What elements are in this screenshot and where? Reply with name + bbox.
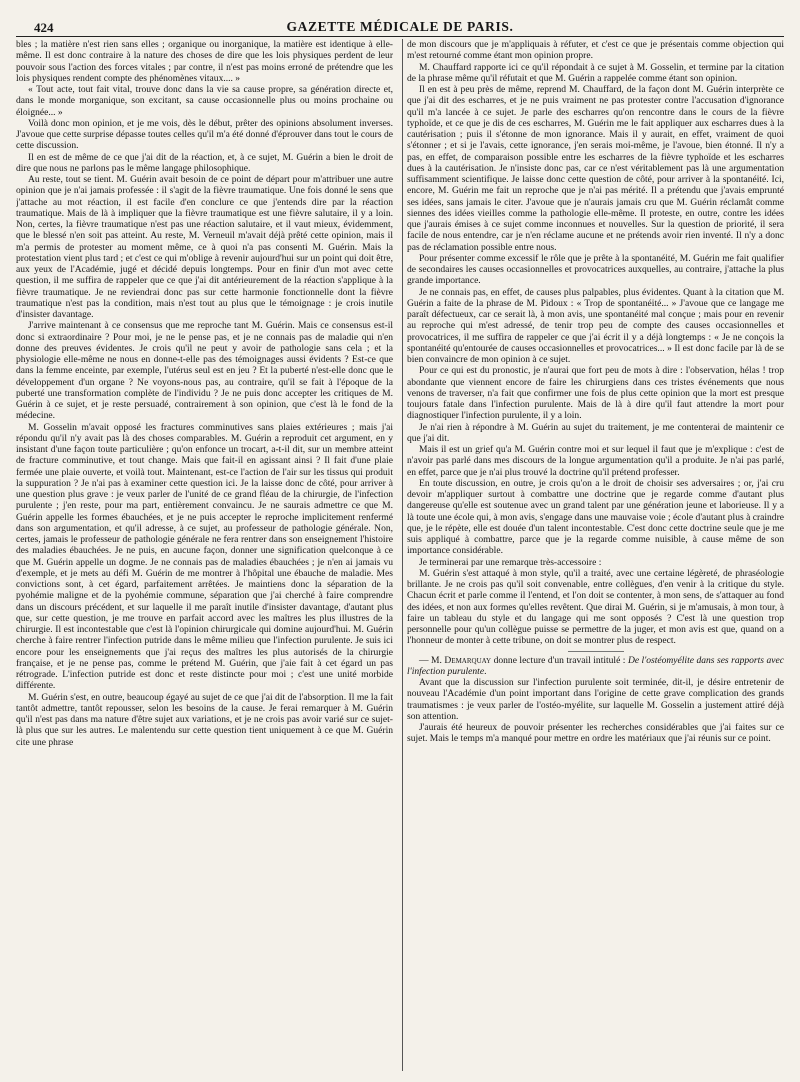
paragraph — [407, 655, 784, 678]
paragraph: M. Guérin s'est attaqué à mon style, qu'il a traité, avec une certaine légèreté, de phraséologie brillante. Je ne crois pas qu'il soit convenable, entre collègues, d'en venir à la critique du style. Chacun écrit et parle comme il l'entend, et l'on doit se contenter, à mon sens, de s'attaquer au fond des idées, et non aux formes qu'elles revêtent. Que dirai M. Guérin, si je m'amusais, à mon tour, à faire un tableau du style et du langage qui me sont opposés ? C'est là une question trop personnelle pour qu'un collègue puisse se permettre de la juger, et mon avis est que, quand on a l'honneur de monter à cette tribune, on doit se montrer plus de respect. — [407, 567, 784, 647]
paragraph: Pour ce qui est du pronostic, je n'aurai que fort peu de mots à dire : l'observation, hélas ! trop abondante que viennent encore de faire les chirurgiens dans ces tristes événements que nous venons de traverser, n'a fait que confirmer une fois de plus cette opinion que la mort est presque toujours fatale dans l'infection purulente. Mais de là à dire qu'il faut attendre la mort pour diagnostiquer l'infection purulente, il y a loin. — [407, 365, 784, 422]
paragraph: Au reste, tout se tient. M. Guérin avait besoin de ce point de départ pour m'attribuer une autre opinion que je n'ai jamais professée : il s'agit de la fièvre traumatique. Une fois donné le sens que j'attache au mot réaction, il est facile d'en conclure ce que j'entends dire par la réaction traumatique. Mais de là à impliquer que la fièvre traumatique est une fièvre salutaire, il y a loin. Non, certes, la fièvre traumatique n'est pas une réaction salutaire, et il vaut mieux, évidemment, que le blessé n'en soit pas atteint. Au reste, M. Verneuil m'avait déjà prêté cette opinion, mais il m'a permis de protester au moment même, ce à quoi n'a pas consenti M. Guérin. Mais la protestation vient plus tard ; et c'est ce qui m'oblige à revenir aujourd'hui sur un point qui doit être, aux yeux de l'Académie, jugé et décidé depuis longtemps. Pour en finir d'un mot avec cette question, il me suffira de rappeler que ce que j'ai dit antérieurement de la réaction s'applique à la fièvre traumatique. Je ne reviendrai donc pas sur cette harmonie fonctionnelle dont la fièvre traumatique n'est pas la condition, mais n'est tout au plus que le témoignage : je crois inutile d'insister davantage. — [16, 174, 393, 320]
paragraph: Je n'ai rien à répondre à M. Guérin au sujet du traitement, je me contenterai de maintenir ce que j'ai dit. — [407, 421, 784, 444]
right-column — [407, 39, 784, 1079]
text-run: . — [484, 665, 487, 677]
paragraph: J'arrive maintenant à ce consensus que me reproche tant M. Guérin. Mais ce consensus est-il donc si extraordinaire ? Pour moi, je ne le pense pas, et je ne connais pas de maladie qui n'en donne des preuves évidentes. Je crois qu'il ne peut y avoir de pathologie sans cela ; et la physiologie elle-même ne nous en donne-t-elle pas des témoignages aussi évidents ? Est-ce que dans la femme enceinte, par exemple, l'utérus seul est en jeu ? Et la puberté n'est-elle donc que le développement d'un organe ? Ne voyons-nous pas, au contraire, qu'il se fait à l'époque de la puberté une transformation complète de l'individu ? Je ne puis donc accepter les critiques de M. Guérin à ce sujet, et je reste persuadé, contrairement à son opinion, que c'est là le fond de la médecine. — [16, 320, 393, 422]
running-title: GAZETTE MÉDICALE DE PARIS. — [286, 19, 514, 34]
paragraph: M. Guérin s'est, en outre, beaucoup égayé au sujet de ce que j'ai dit de l'absorption. Il me la fait tantôt admettre, tantôt repousser, selon les besoins de la cause. Je ferai remarquer à M. Guérin qu'il n'est pas dans ma nature d'être sujet aux variations, et je ne crois pas avoir varié sur ce sujet-là plus que sur les autres. Le malentendu sur cette question tient uniquement à ce que M. Guérin cite une phrase — [16, 691, 393, 748]
text-run: — M. — [419, 654, 445, 666]
two-column-body — [16, 39, 784, 1079]
section-rule — [568, 651, 624, 652]
paragraph: J'aurais été heureux de pouvoir présenter les recherches considérables que j'ai faites sur ce sujet. Mais le temps m'a manqué pour mettre en ordre les matériaux que j'ai réunis sur ce point. — [407, 722, 784, 745]
paragraph: « Tout acte, tout fait vital, trouve donc dans la vie sa cause propre, sa génération directe et, dans le monde morganique, son excitant, sa cause occasionnelle plus ou moins prochaine ou éloignée... » — [16, 84, 393, 118]
paragraph: bles ; la matière n'est rien sans elles ; organique ou inorganique, la matière est identique à elle-même. Il est donc contraire à la nature des choses de dire que les lois physiques perdent de leur pouvoir sous l'action des forces vitales ; par contre, il n'est pas moins erroné de prétendre que les lois physiques rendent compte des phénomènes vitaux.... » — [16, 39, 393, 84]
paragraph: Il en est de même de ce que j'ai dit de la réaction, et, à ce sujet, M. Guérin a bien le droit de dire que nous ne parlons pas le même langage philosophique. — [16, 151, 393, 174]
paragraph: En toute discussion, en outre, je crois qu'on a le droit de choisir ses adversaires ; or, j'ai cru devoir m'appliquer surtout à combattre une doctrine que je regarde comme d'autant plus dangereuse qu'elle est soutenue avec un grand talent par une génération jeune et laborieuse. Il y a là toute une école qui, à mon avis, s'engage dans une mauvaise voie ; école d'autant plus à craindre que, je le répète, elle est douée d'un talent incontestable. C'est donc cette doctrine seule que je me suis appliqué à combattre, parce que je la regarde comme nuisible, à cause même de son importance considérable. — [407, 477, 784, 557]
paragraph: Je terminerai par une remarque très-accessoire : — [419, 556, 602, 568]
paragraph: Voilà donc mon opinion, et je me vois, dès le début, prêter des opinions absolument inverses. J'avoue que cette surprise dépasse toutes celles qu'il m'a été donné d'éprouver dans tout le cours de cette discussion. — [16, 117, 393, 152]
text-run: donne lecture d'un travail intitulé : — [491, 654, 628, 666]
page-number: 424 — [34, 20, 54, 35]
paragraph: M. Gosselin m'avait opposé les fractures comminutives sans plaies extérieures ; mais j'ai répondu qu'il n'y avait pas là des choses comparables. M. Guérin a reproduit cet argument, en y insistant d'une façon toute particulière ; qu'on enfonce un trocart, a-t-il dit, sur un membre atteint de fracture comminutive, et tout change. Mais que fait-il en agissant ainsi ? Il fait d'une plaie fermée une plaie ouverte, et voilà tout. Maintenant, est-ce l'action de l'air sur les tissus qui produit la suppuration ? Je n'ai pas à examiner cette question ici. Je la laisse donc de côté, pour arriver à une question plus grave : je veux parler de l'unité de ce grand fléau de la chirurgie, de l'infection purulente ; j'en reste, pour ma part, entièrement convaincu. Je ne saurais admettre ce que M. Guérin appelle les formes ébauchées, et je ne puis accepter le reproche implicitement renfermé dans son argumentation, et qu'il adresse, à ce sujet, au professeur de pathologie générale. Non, certes, jamais le professeur de pathologie générale ne fera rentrer dans son enseignement l'histoire des maladies ébauchées. Je ne puis, en aucune façon, donner une signification quelconque à ce que M. Guérin appelle un dogme. Je ne connais pas de maladies ébauchées ; je n'en ai jamais vu d'exemple, et je mets au défi M. Guérin de me montrer à l'hôpital une ébauche de maladie. Mes convictions sont, à cet égard, parfaitement arrêtées. Je maintiens donc la séparation de la pyohémie maligne et de la pyohémie commune, séparation que j'ai cherché à faire comprendre dans un discours précédent, et sur laquelle il me paraît inutile d'insister davantage, d'autant plus que, sur cette question, je me trouve en parfait accord avec les maîtres les plus illustres de la chirurgie. Il est incontestable que c'est là l'opinion chirurgicale qui domine aujourd'hui. M. Guérin cherche à faire rentrer l'infection putride dans le même milieu que l'infection purulente. Je suis ici encore pour les enseignements que j'ai reçus des maîtres les plus autorisés de la chirurgie française, et je ne pense pas, comme le prétend M. Guérin, que j'aie fait à cet égard un pas rétrograde. L'infection putride est donc et reste distincte pour moi ; c'est une unité morbide différente. — [16, 421, 393, 692]
paragraph: Avant que la discussion sur l'infection purulente soit terminée, dit-il, je désire entretenir de nouveau l'Académie d'un point important dans l'origine de cette grave complication des grands traumatismes : je veux parler de l'ostéo-myélite, sur laquelle M. Gosselin a justement attiré déjà son attention. — [407, 677, 784, 722]
paragraph: Je ne connais pas, en effet, de causes plus palpables, plus évidentes. Quant à la citation que M. Guérin a faite de la phrase de M. Pidoux : « Trop de spontanéité... » J'avoue que ce langage me paraît défectueux, car ce serait là, à mon avis, une spontanéité mal conçue ; mais pour en revenir au reproche qui m'est adressé, de tenir trop peu de compte des causes occasionnelles et provocatrices, il me suffira de rappeler ce que j'ai écrit il y a déjà longtemps : « Je ne conçois la spontanéité qu'entourée de causes occasionnelles et provocatrices... » Il est donc facile par là de se bien convaincre de mon opinion à ce sujet. — [407, 286, 784, 365]
left-column — [16, 39, 393, 1079]
column-divider — [402, 39, 403, 1071]
page-header — [16, 14, 784, 37]
paragraph: de mon discours que je m'appliquais à réfuter, et c'est ce que je présentais comme objection qui m'est retourné comme étant mon opinion propre. — [407, 39, 784, 62]
paragraph: Pour présenter comme excessif le rôle que je prête à la spontanéité, M. Guérin me fait qualifier de secondaires les causes occasionnelles et provocatrices auxquelles, au contraire, j'attache la plus grande importance. — [407, 252, 784, 287]
paragraph: Il en est à peu près de même, reprend M. Chauffard, de la façon dont M. Guérin interprète ce que j'ai dit des escharres, et je ne puis vraiment ne pas protester contre l'accusation d'ignorance qu'il m'a lancée à ce sujet. Je parle des escharres qu'on rencontre dans le cours de la fièvre typhoïde, et ce que je dis de ces escharres, M. Guérin me le fait appliquer aux escharres dues à la cautérisation ; puis il s'étonne de mon ignorance. Mais il y aurait, en effet, vraiment de quoi s'étonner ; et si je l'avais, cette ignorance, j'en serais moi-même, je l'avoue, bien étonné. Il n'y a pas, en effet, de comparaison possible entre les escharres de la fièvre typhoïde et les escharres dues à la cautérisation. Je n'insiste donc pas, car ce n'est véritablement pas là une argumentation suffisamment scientifique. Je laisse donc cette question de côté, pour arriver à la spontanéité. Ici, encore, M. Guérin me fait un reproche que je n'ai pas mérité. Il a prétendu que j'avais emprunté ses idées, sans jamais le citer. J'avoue que je n'aurais jamais cru que M. Guérin réclamât comme siennes des idées vieilles comme la pathologie elle-même. Il proteste, en outre, contre les idées que j'aurais émises à ce sujet comme inconnues et nouvelles. Sur la question de priorité, il sera facile de nous entendre, car je n'en réclame aucune et ne prétends avoir rien inventé. Il n'y a donc pas de réclamation possible entre nous. — [407, 84, 784, 253]
paragraph: Mais il est un grief qu'a M. Guérin contre moi et sur lequel il faut que je m'explique : c'est de n'avoir pas parlé dans mes discours de la longue argumentation qu'il a produite. Je n'ai pas parlé, en effet, parce que je n'ai plus trouvé la doctrine qu'il prétend professer. — [407, 444, 784, 478]
work-title: De l'ostéomyélite dans ses rapports avec l'infection purulente — [407, 654, 784, 677]
paragraph: M. Chauffard rapporte ici ce qu'il répondait à ce sujet à M. Gosselin, et termine par la citation de la phrase même qu'il réfutait et que M. Guérin a rappelée comme étant son opinion. — [407, 61, 784, 84]
author-name: Demarquay — [444, 654, 492, 666]
